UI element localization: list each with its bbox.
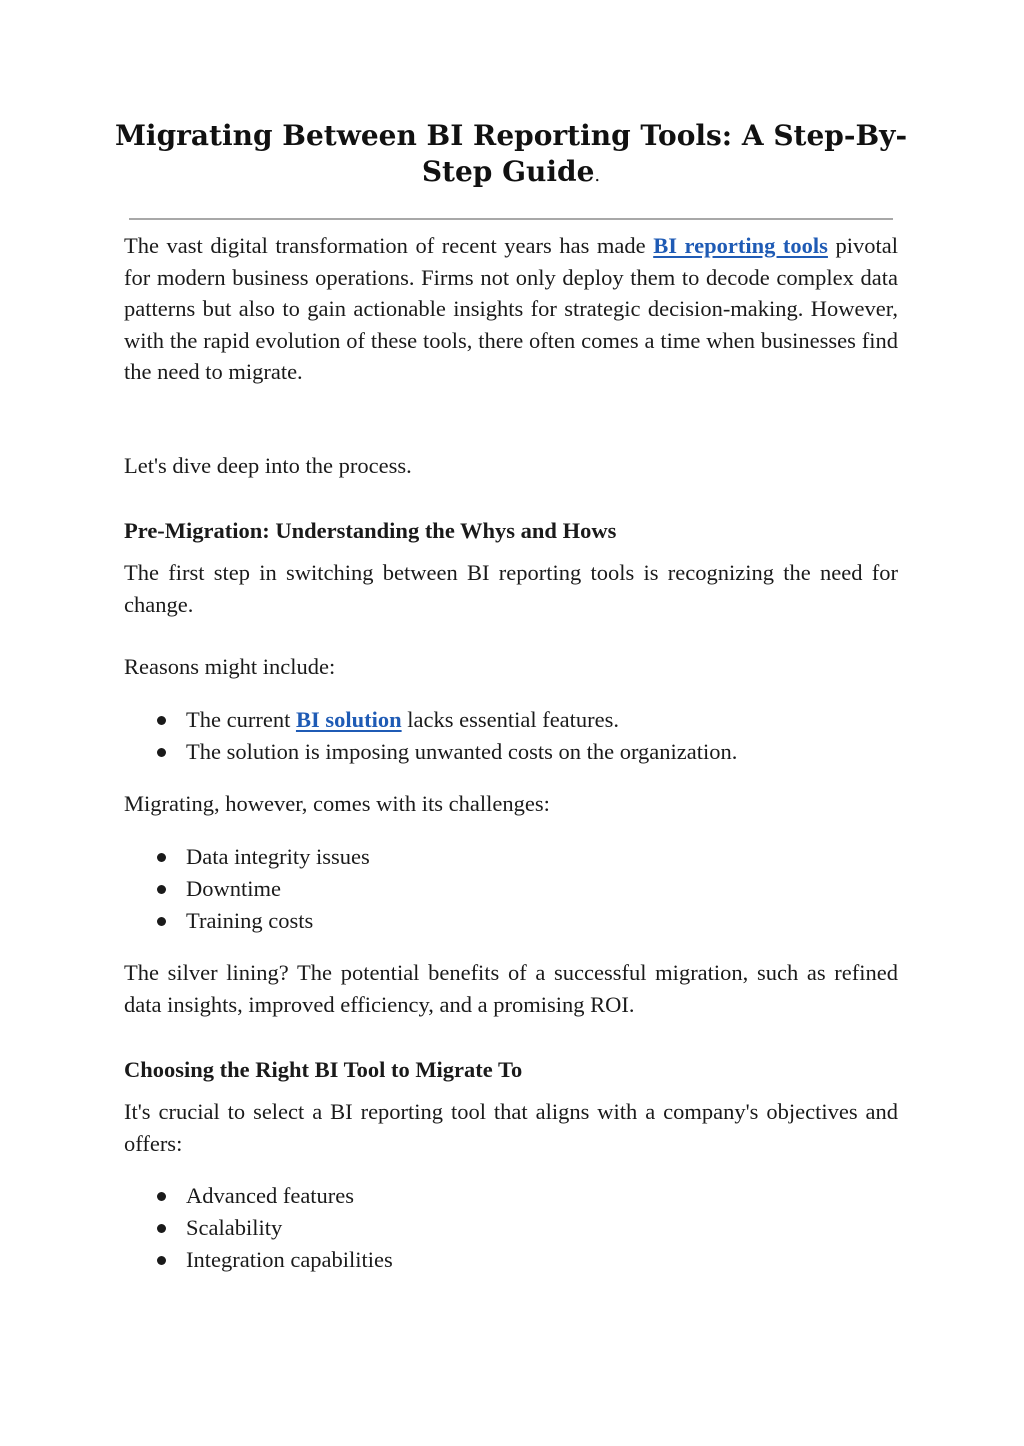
pre-migration-paragraph: The first step in switching between BI reporting tools is recognizing the need for change. [124,560,898,617]
reason-text: The solution is imposing unwanted costs on the organization. [186,739,738,764]
challenge-text: Downtime [186,876,281,901]
list-item [124,873,898,905]
challenges-list [124,841,898,937]
intro-text-rest: pivotal for modern business operations. Firms not only deploy them to decode complex data patterns but also to gain actionable insights for strategic decision-making. However, with the rapid evolution of these tools, there often comes a time when businesses find the need to migrate. [124,233,898,384]
section-heading-choosing-tool: Choosing the Right BI Tool to Migrate To [124,1057,523,1082]
bi-solution-link[interactable]: BI solution [295,707,402,732]
bullet-icon [157,1256,166,1265]
silver-lining-paragraph: The silver lining? The potential benefits of a successful migration, such as refined data insights, improved efficiency, and a promising ROI. [124,960,898,1017]
feature-text: Integration capabilities [186,1247,393,1272]
challenges-intro: Migrating, however, comes with its challenges: [124,791,550,816]
reason-text-rest: lacks essential features. [401,707,620,732]
feature-text: Advanced features [186,1183,355,1208]
bullet-icon [157,748,166,757]
list-item [124,905,898,937]
feature-text: Scalability [186,1215,283,1240]
reasons-intro: Reasons might include: [124,654,336,679]
dive-paragraph: Let's dive deep into the process. [124,453,412,478]
page-title-text: Migrating Between BI Reporting Tools: A Step-By-Step Guide [114,119,908,188]
reason-text-start: The current [186,707,296,732]
features-list [124,1180,898,1276]
intro-text-start: The vast digital transformation of recent years has made [124,233,654,258]
bullet-icon [157,1224,166,1233]
page-title-suffix: . [594,165,601,186]
challenge-text: Data integrity issues [186,844,370,869]
list-item [124,1244,898,1276]
page-title [114,118,908,194]
title-divider [129,218,893,220]
bullet-icon [157,917,166,926]
list-item [124,841,898,873]
bi-reporting-tools-link[interactable]: BI reporting tools [653,233,828,258]
choosing-tool-paragraph: It's crucial to select a BI reporting tool that aligns with a company's objectives and offers: [124,1099,898,1156]
challenge-text: Training costs [186,908,314,933]
section-heading-pre-migration: Pre-Migration: Understanding the Whys and Hows [124,518,617,543]
reasons-list [124,704,898,768]
bullet-icon [157,885,166,894]
list-item [124,1180,898,1212]
list-item [124,1212,898,1244]
list-item [124,736,898,768]
bullet-icon [157,853,166,862]
bullet-icon [157,1192,166,1201]
intro-paragraph [124,230,898,388]
list-item [124,704,898,736]
bullet-icon [157,716,166,725]
